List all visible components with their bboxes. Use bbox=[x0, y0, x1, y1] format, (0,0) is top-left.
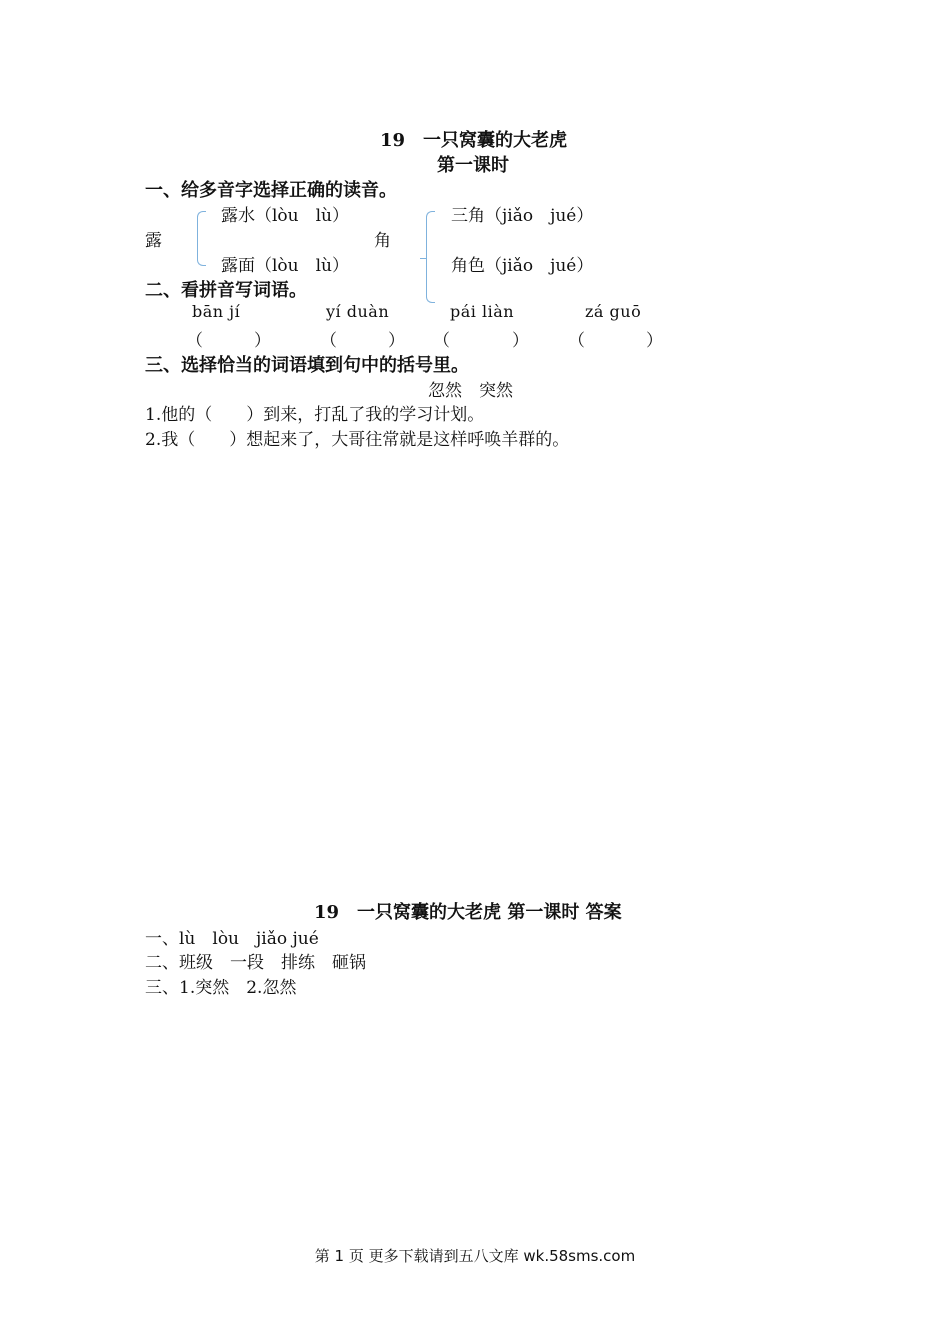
brace-lu bbox=[197, 211, 206, 266]
polyphone-jiao-char: 角 bbox=[374, 231, 391, 251]
blank-2-open: （ bbox=[320, 331, 337, 351]
answer-line-3: 三、1.突然 2.忽然 bbox=[145, 978, 297, 998]
word-bank: 忽然 突然 bbox=[428, 381, 513, 401]
polyphone-jiao-item2: 角色（jiǎo jué） bbox=[451, 256, 594, 276]
brace-jiao-tick bbox=[420, 258, 427, 259]
blank-3-open: （ bbox=[433, 331, 450, 351]
blank-1-close: ） bbox=[254, 331, 271, 351]
section1-heading: 一、给多音字选择正确的读音。 bbox=[145, 180, 397, 201]
pinyin-1: bān jí bbox=[192, 302, 241, 321]
blank-1-open: （ bbox=[186, 331, 203, 351]
section3-heading: 三、选择恰当的词语填到句中的括号里。 bbox=[145, 355, 469, 376]
question-1: 1.他的（ ）到来，打乱了我的学习计划。 bbox=[145, 405, 485, 425]
pinyin-3: pái liàn bbox=[450, 302, 515, 321]
page-footer: 第 1 页 更多下载请到五八文库 wk.58sms.com bbox=[314, 1247, 636, 1265]
lesson-subtitle: 第一课时 bbox=[437, 155, 509, 176]
polyphone-lu-item2: 露面（lòu lù） bbox=[221, 256, 350, 276]
blank-4-open: （ bbox=[568, 331, 585, 351]
answer-line-1: 一、lù lòu jiǎo jué bbox=[145, 929, 319, 949]
blank-3-close: ） bbox=[512, 331, 529, 351]
worksheet-title: 19 一只窝囊的大老虎 bbox=[380, 130, 568, 151]
pinyin-2: yí duàn bbox=[326, 302, 390, 321]
blank-4-close: ） bbox=[646, 331, 663, 351]
answer-line-2: 二、班级 一段 排练 砸锅 bbox=[145, 953, 366, 973]
answers-title: 19 一只窝囊的大老虎 第一课时 答案 bbox=[314, 902, 622, 923]
brace-jiao bbox=[426, 211, 435, 303]
pinyin-4: zá guō bbox=[585, 302, 642, 321]
question-2: 2.我（ ）想起来了，大哥往常就是这样呼唤羊群的。 bbox=[145, 430, 570, 450]
polyphone-jiao-item1: 三角（jiǎo jué） bbox=[451, 206, 594, 226]
section2-heading: 二、看拼音写词语。 bbox=[145, 280, 307, 301]
blank-2-close: ） bbox=[388, 331, 405, 351]
polyphone-lu-char: 露 bbox=[145, 231, 162, 251]
polyphone-lu-item1: 露水（lòu lù） bbox=[221, 206, 350, 226]
